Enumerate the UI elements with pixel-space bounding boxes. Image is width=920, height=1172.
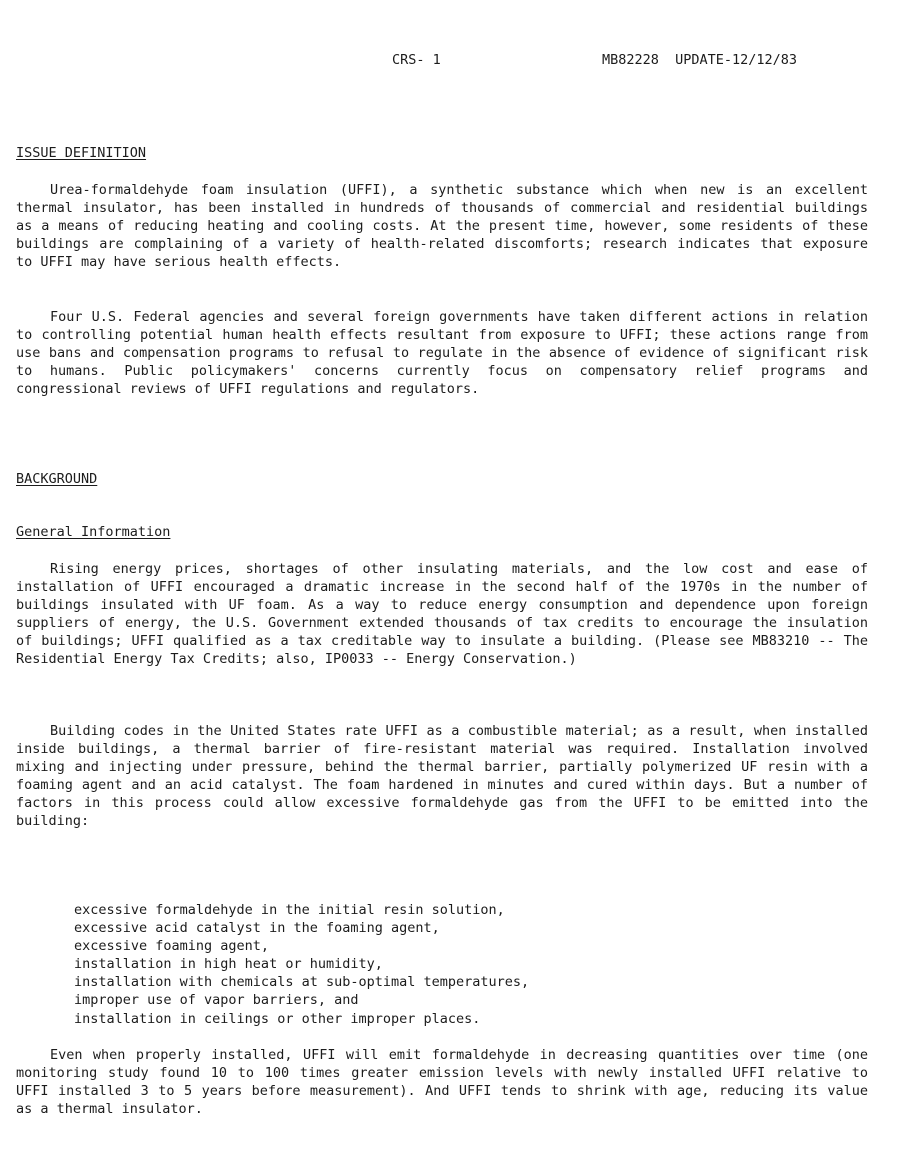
heading-background: BACKGROUND [16, 471, 98, 487]
issue-definition-paragraph-2: Four U.S. Federal agencies and several foreign governments have taken different actions in relation to controlling potential human health effects resultant from exposure to UFFI; these actions range from use bans and compensation programs to refusal to regulate in the absence of evidence of significant risk to humans. Public policymakers' concerns currently focus on compensatory relief programs and congressional reviews of UFFI regulations and regulators. [16, 309, 868, 398]
heading-issue-definition: ISSUE DEFINITION [16, 145, 147, 161]
list-item: installation in ceilings or other improper places. [74, 1010, 481, 1027]
page-header [0, 52, 920, 72]
list-item: installation with chemicals at sub-optimal temperatures, [74, 974, 530, 991]
list-item: excessive formaldehyde in the initial resin solution, [74, 902, 505, 918]
list-item: installation in high heat or humidity, [74, 956, 383, 973]
heading-general-information: General Information [16, 524, 171, 540]
general-information-closing-paragraph: Even when properly installed, UFFI will emit formaldehyde in decreasing quantities over time (one monitoring study found 10 to 100 times greater emission levels with newly installed UFFI relative to UFFI installed 3 to 5 years before measurement). And UFFI tends to shrink with age, reducing its value as a thermal insulator. [16, 1047, 868, 1118]
list-item: excessive acid catalyst in the foaming agent, [74, 920, 440, 937]
issue-definition-paragraph-1: Urea-formaldehyde foam insulation (UFFI), a synthetic substance which when new is an excellent thermal insulator, has been installed in hundreds of thousands of commercial and residential buildings as a means of reducing heating and cooling costs. At the present time, however, some residents of these buildings are complaining of a variety of health-related discomforts; research indicates that exposure to UFFI may have serious health effects. [16, 182, 868, 271]
list-item: excessive foaming agent, [74, 938, 270, 955]
general-information-paragraph-2: Building codes in the United States rate UFFI as a combustible material; as a result, when installed inside buildings, a thermal barrier of fire-resistant material was required. Installation involved mixing and injecting under pressure, behind the thermal barrier, partially polymerized UF resin with a foaming agent and an acid catalyst. The foam hardened in minutes and cured within days. But a number of factors in this process could allow excessive formaldehyde gas from the UFFI to be emitted into the building: [16, 723, 868, 830]
page-label: CRS- 1 [392, 52, 441, 68]
list-item: improper use of vapor barriers, and [74, 992, 359, 1009]
general-information-paragraph-1: Rising energy prices, shortages of other insulating materials, and the low cost and ease of installation of UFFI encouraged a dramatic increase in the second half of the 1970s in the number of buildings insulated with UF foam. As a way to reduce energy consumption and dependence upon foreign suppliers of energy, the U.S. Government extended thousands of tax credits to encourage the insulation of buildings; UFFI qualified as a tax creditable way to insulate a building. (Please see MB83210 -- The Residential Energy Tax Credits; also, IP0033 -- Energy Conservation.) [16, 561, 868, 668]
factors-list [74, 901, 529, 1028]
issue-brief-id: MB82228 UPDATE-12/12/83 [602, 52, 798, 68]
